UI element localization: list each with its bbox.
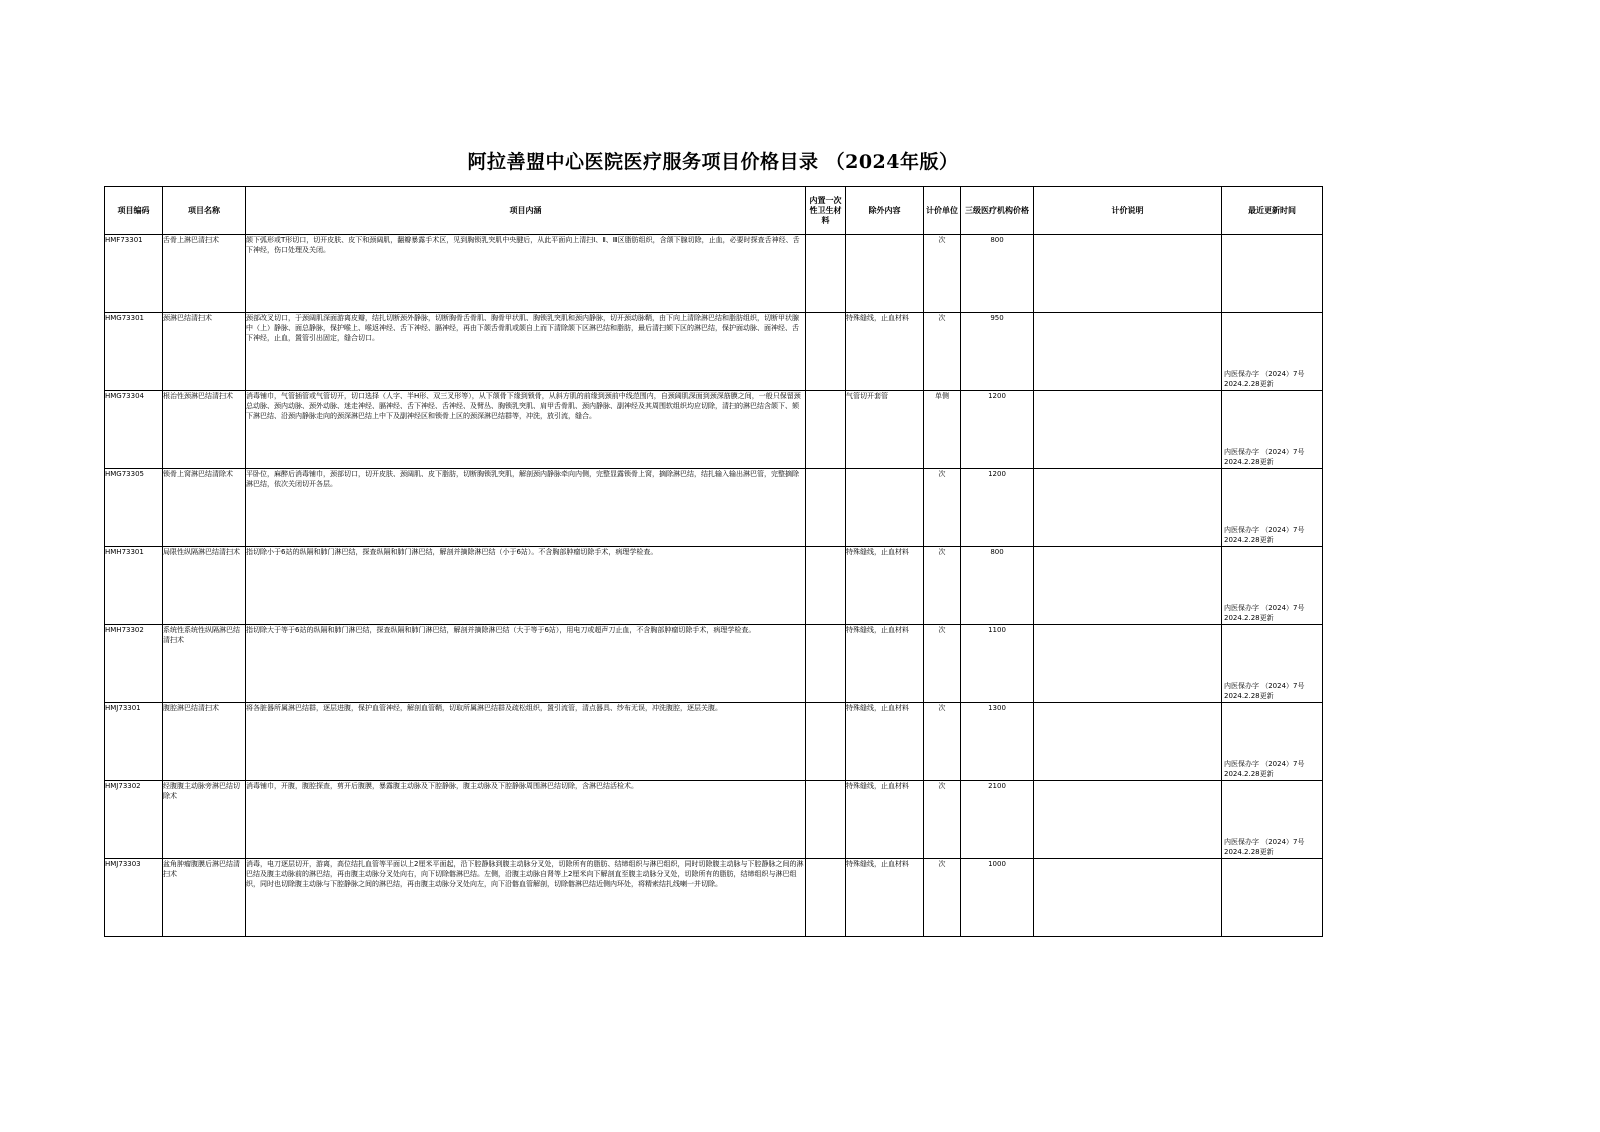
cell-content: 消毒铺巾，开腹，腹腔探查，剪开后腹膜，暴露腹主动脉及下腔静脉，腹主动脉及下腔静脉周围淋巴结切除，含淋巴结活检术。 (246, 781, 806, 859)
table-row (105, 859, 1323, 937)
cell-code: HMF73301 (105, 235, 163, 313)
cell-price: 1000 (961, 859, 1034, 937)
cell-unit: 次 (924, 625, 961, 703)
cell-unit: 次 (924, 703, 961, 781)
header-code: 项目编码 (105, 187, 163, 235)
header-name: 项目名称 (163, 187, 246, 235)
cell-note (1034, 547, 1222, 625)
cell-disposable (806, 391, 846, 469)
cell-unit: 次 (924, 859, 961, 937)
table-row (105, 313, 1323, 391)
price-table (104, 186, 1323, 937)
cell-price: 800 (961, 547, 1034, 625)
cell-price: 1100 (961, 625, 1034, 703)
cell-except: 特殊缝线，止血材料 (846, 313, 924, 391)
cell-price: 2100 (961, 781, 1034, 859)
cell-except: 特殊缝线，止血材料 (846, 625, 924, 703)
header-price: 三级医疗机构价格 (961, 187, 1034, 235)
cell-except (846, 469, 924, 547)
cell-price: 800 (961, 235, 1034, 313)
cell-unit: 次 (924, 781, 961, 859)
cell-code: HMJ73302 (105, 781, 163, 859)
cell-updated-text: 内医保办字 （2024）7号 2024.2.28更新 (1224, 526, 1305, 544)
cell-name: 经腹腹主动脉旁淋巴结切除术 (163, 781, 246, 859)
cell-updated (1222, 547, 1323, 625)
cell-code: HMJ73303 (105, 859, 163, 937)
cell-disposable (806, 469, 846, 547)
cell-content: 将各脏器所属淋巴结群，逐层进腹，保护血管神经，解剖血管鞘，切取所属淋巴结群及疏松组织，置引流管，清点器具、纱布无误，冲洗腹腔，逐层关腹。 (246, 703, 806, 781)
cell-except: 气管切开套管 (846, 391, 924, 469)
cell-except: 特殊缝线，止血材料 (846, 703, 924, 781)
cell-price: 1200 (961, 469, 1034, 547)
cell-note (1034, 313, 1222, 391)
header-updated: 最近更新时间 (1222, 187, 1323, 235)
header-except: 除外内容 (846, 187, 924, 235)
cell-disposable (806, 313, 846, 391)
cell-code: HMG73301 (105, 313, 163, 391)
table-row (105, 547, 1323, 625)
cell-except: 特殊缝线，止血材料 (846, 781, 924, 859)
cell-content: 指切除小于6站的纵隔和肺门淋巴结，探查纵隔和肺门淋巴结，解剖并摘除淋巴结（小于6站）。不含胸部肿瘤切除手术，病理学检查。 (246, 547, 806, 625)
cell-disposable (806, 547, 846, 625)
cell-unit: 次 (924, 313, 961, 391)
cell-note (1034, 859, 1222, 937)
cell-updated-text: 内医保办字 （2024）7号 2024.2.28更新 (1224, 370, 1305, 388)
cell-note (1034, 469, 1222, 547)
cell-disposable (806, 781, 846, 859)
page-title: 阿拉善盟中心医院医疗服务项目价格目录 （2024年版） (467, 151, 959, 173)
cell-updated-text: 内医保办字 （2024）7号 2024.2.28更新 (1224, 682, 1305, 700)
cell-updated-text: 内医保办字 （2024）7号 2024.2.28更新 (1224, 448, 1305, 466)
cell-content: 消毒，电刀逐层切开，游离，高位结扎血管等平面以上2厘米平面起，沿下腔静脉到腹主动脉分叉处，切除所有的脂肪、结缔组织与淋巴组织，同时切除腹主动脉与下腔静脉之间的淋巴结及腹主动脉前的淋巴结，再由腹主动脉分叉处向右，向下切除髂淋巴结。左侧，沿腹主动脉自肾等上2厘米向下解剖直至腹主动脉分叉处，切除所有的脂肪，结缔组织与淋巴组织，同时也切除腹主动脉与下腔静脉之间的淋巴结，再由腹主动脉分叉处向左，向下沿髂血管解剖，切除髂淋巴结近侧内环处，将精索结扎线喇一并切除。 (246, 859, 806, 937)
cell-price: 950 (961, 313, 1034, 391)
cell-disposable (806, 625, 846, 703)
cell-name: 根治性颈淋巴结清扫术 (163, 391, 246, 469)
table-row (105, 703, 1323, 781)
cell-note (1034, 625, 1222, 703)
cell-updated (1222, 391, 1323, 469)
cell-content: 指切除大于等于6站的纵隔和肺门淋巴结，探查纵隔和肺门淋巴结，解剖并摘除淋巴结（大于等于6站），用电刀或超声刀止血，不含胸部肿瘤切除手术，病理学检查。 (246, 625, 806, 703)
cell-content: 颈部改叉切口，于颈阔肌深面游离皮瓣，结扎切断颈外静脉，切断胸骨舌骨肌、胸骨甲状肌、胸锁乳突肌和颈内静脉，切开颈动脉鞘，由下向上清除淋巴结和脂肪组织，切断甲状腺中（上）静脉、面总静脉，保护喉上、喉返神经、舌下神经、膈神经，再由下颌舌骨肌或颌自上而下清除颌下区淋巴结和脂肪，最后清扫颏下区的淋巴结，保护面动脉、面神经、舌下神经，止血，置管引出固定，缝合切口。 (246, 313, 806, 391)
cell-content: 消毒铺巾，气管插管或气管切开，切口选择（人字、半H形、双三叉形等），从下颌骨下缘到锁骨，从斜方肌的前缘到颈前中线范围内，自颈阔肌深面到颈深筋膜之间，一般只保留颈总动脉、颈内动脉、颈外动脉、迷走神经、膈神经、舌下神经、舌神经、及臂丛、胸锁乳突肌、肩甲舌骨肌、颈内静脉、副神经及其周围软组织均应切除，清扫的淋巴结含颌下、颏下淋巴结、沿颈内静脉走向的颈深淋巴结上中下及副神经区和锁骨上区的颈深淋巴结群等，冲洗，放引流，缝合。 (246, 391, 806, 469)
cell-unit: 次 (924, 547, 961, 625)
cell-unit: 单侧 (924, 391, 961, 469)
cell-updated (1222, 781, 1323, 859)
cell-disposable (806, 703, 846, 781)
cell-name: 系统性系统性纵隔淋巴结清扫术 (163, 625, 246, 703)
cell-name: 局限性纵隔淋巴结清扫术 (163, 547, 246, 625)
cell-code: HMH73302 (105, 625, 163, 703)
cell-note (1034, 781, 1222, 859)
cell-updated-text: 内医保办字 （2024）7号 2024.2.28更新 (1224, 604, 1305, 622)
cell-content: 平卧位，麻醉后消毒铺巾，颈部切口，切开皮肤、颈阔肌、皮下脂肪，切断胸锁乳突肌，解剖颈内静脉牵向内侧，完整显露锁骨上窝，摘除淋巴结，结扎输入输出淋巴管，完整摘除淋巴结，依次关闭切开各层。 (246, 469, 806, 547)
cell-note (1034, 235, 1222, 313)
cell-updated (1222, 859, 1323, 937)
cell-updated (1222, 625, 1323, 703)
cell-disposable (806, 859, 846, 937)
table-row (105, 235, 1323, 313)
cell-updated (1222, 313, 1323, 391)
cell-price: 1300 (961, 703, 1034, 781)
cell-name: 锁骨上窝淋巴结清除术 (163, 469, 246, 547)
header-content: 项目内涵 (246, 187, 806, 235)
cell-price: 1200 (961, 391, 1034, 469)
cell-updated-text: 内医保办字 （2024）7号 2024.2.28更新 (1224, 838, 1305, 856)
cell-name: 舌骨上淋巴清扫术 (163, 235, 246, 313)
header-note: 计价说明 (1034, 187, 1222, 235)
cell-updated (1222, 703, 1323, 781)
table-row (105, 469, 1323, 547)
cell-except (846, 235, 924, 313)
cell-note (1034, 391, 1222, 469)
header-row (105, 187, 1323, 235)
cell-code: HMG73304 (105, 391, 163, 469)
table-row (105, 391, 1323, 469)
cell-updated (1222, 235, 1323, 313)
cell-unit: 次 (924, 469, 961, 547)
cell-name: 盆角肿瘤腹膜后淋巴结清扫术 (163, 859, 246, 937)
cell-code: HMH73301 (105, 547, 163, 625)
cell-name: 腹腔淋巴结清扫术 (163, 703, 246, 781)
cell-updated-text: 内医保办字 （2024）7号 2024.2.28更新 (1224, 760, 1305, 778)
cell-except: 特殊缝线，止血材料 (846, 547, 924, 625)
cell-name: 颈淋巴结清扫术 (163, 313, 246, 391)
cell-updated (1222, 469, 1323, 547)
table-row (105, 625, 1323, 703)
cell-disposable (806, 235, 846, 313)
cell-note (1034, 703, 1222, 781)
cell-content: 颌下弧形或T形切口，切开皮肤、皮下和颈阔肌，翻瓣暴露手术区，见到胸锁乳突肌中央腱后，从此平面向上清扫Ⅰ、Ⅱ、Ⅲ区脂肪组织，含颌下腺切除，止血，必要时探查舌神经、舌下神经，伤口处理及关闭。 (246, 235, 806, 313)
cell-except: 特殊缝线，止血材料 (846, 859, 924, 937)
cell-unit: 次 (924, 235, 961, 313)
header-disposable: 内置一次性卫生材料 (806, 187, 846, 235)
table-row (105, 781, 1323, 859)
header-unit: 计价单位 (924, 187, 961, 235)
cell-code: HMG73305 (105, 469, 163, 547)
cell-code: HMJ73301 (105, 703, 163, 781)
